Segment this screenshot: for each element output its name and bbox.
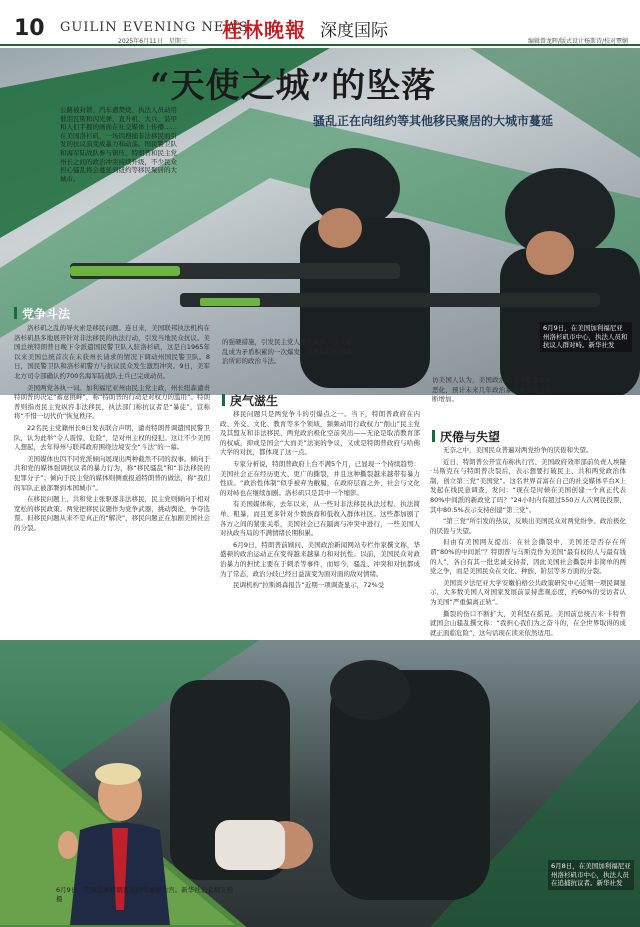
hero-photo-caption: 6月9日，在美国加利福尼亚州洛杉矶市中心，执法人员和抗议人群对峙。新华社发 <box>540 322 632 352</box>
section-heading-hostility: 戾气滋生 <box>222 392 278 409</box>
paragraph: 近日，特朗普公开宣布称执行官、美国政府效率部前负责人埃隆·马斯克在与特朗普决裂后，表示想要打破民主、共和两党政治体制，创立第三党“美国党”。这名世界首富在自己的社交媒体平台X上发起在线民意调查，发问：“现在是时候在美国创建一个真正代表80%中间派的新政党了吗？”24小时内有超过550万人次网民投票，其中80.5%表示支持创建“第三党”。 <box>430 457 626 514</box>
paragraph: 美国两党各执一词。加利福尼亚州由民主党主政，州长纽森谴责特朗普的决定“蓄意挑衅”，称“特朗普的行动是对权力的滥用”。特朗普则指责民主党纵容非法移民，执法部门称抗议者是“暴徒”，宣称将“不惜一切代价”恢复秩序。 <box>14 383 210 421</box>
masthead <box>0 0 640 46</box>
paragraph: 但由有美国网友提出：在社会撕裂中，美国还是否存在所谓“80%的中间派”？特朗普与马斯克作为美国“最有权的人与最有钱的人”，各自有其一批忠诚支持者，因此美国社会撕裂并非简单的两党之争，而是美国民众在文化、种族、阶层等多方面的分裂。 <box>430 538 626 576</box>
editor-credits: 编辑曾龙晖/版式设计杨斯诗/校对覃娴 <box>527 38 628 45</box>
paragraph: “第三党”所引发的热议，反映出美国民众对两党纷争、政治极化的厌倦与失望。 <box>430 517 626 535</box>
bottom-photo-caption: 6月8日，在美国加利福尼亚州洛杉矶市中心，执法人员在追捕抗议者。新华社发 <box>548 860 634 890</box>
article-subheadline: 骚乱正在向纽约等其他移民聚居的大城市蔓延 <box>313 114 554 128</box>
section-party-fight-body <box>14 324 210 642</box>
article-headline: “天使之城”的坠落 <box>150 66 437 106</box>
bottom-photo <box>0 640 640 927</box>
paragraph: 美国媒体也因不同党派倾向展现出两种截然不同的叙事。倾向于共和党的媒体强调抗议者的暴力行为，称“移民骚乱”和“非法移民的犯罪分子”；倾向于民主党的媒体则侧重报道特朗普的做法，称“我们的军队正被部署到本国城市”。 <box>14 454 210 492</box>
section-heading-weariness: 厌倦与失望 <box>432 428 500 445</box>
paragraph: 在移民问题上，共和党主张驱逐非法移民，民主党则倾向于相对宽松的移民政策。两党把移民议题作为党争武器，挑动舆论，争夺选票。但移民问题从来不是真正的“解决”，移民问题正在加剧美国社会的分裂。 <box>14 495 210 532</box>
paragraph: 22名民主党籍州长8日发表联合声明，谴责特朗普调遣国民警卫队，认为此举“令人震惊、危险”，是对州主权的侵犯。这让不少美国人想起，去年得州与联邦政府围绕边境安全“斗法”的一幕。 <box>14 423 210 452</box>
article-lead: 公路被封锁、汽车遭焚烧、执法人员动用催泪瓦斯和闪光弹、直升机、大兵、装甲和人们手握的画面在社交媒体上传播……在美国洛杉矶，一场因搜捕非法移民而引发的抗议演变成暴力和动荡。国民警卫队和海军陆战队参与镇压，特朗普和民主党州长之间的政治冲突持续升级，不少民众担心骚乱将会蔓延到纽约等移民聚居的大城市。 <box>60 106 177 183</box>
paragraph: 有美国媒体称，去年以来，从一些对非法移民执法过程、执法简单、粗暴，而且更多针对少数族裔和低收入群体社区。这些都加剧了各方之间的紧张关系，美国社会已在隔离与冲突中进行，一些美国人对执政当局的不满情绪长期积累。 <box>220 500 420 538</box>
paragraph: 6月9日，特朗普前顾问、美国政治新闻网站专栏作家撰文称，华盛顿的政治运动正在变得越来越暴力和对抗性。以前，美国民众对政治暴力的担忧主要在于刺杀等事件，而如今，骚乱、冲突和对抗都成为了常态，政治分歧已经日益演变为面对面的敌对情绪。 <box>220 540 420 578</box>
paragraph: 美国宾夕法尼亚大学安嫩伯格公共政策研究中心近期一项民调显示，大多数美国人对国家发展前景持悲观态度，约60%的受访者认为美国“严重偏离正轨”。 <box>430 578 626 606</box>
paragraph: 洛杉矶之乱的导火索是移民问题。连日来，美国联邦执法机构在洛杉矶县多地展开针对非法移民的执法行动，引发当地民众抗议。美国总统特朗普日晚下令派遣国民警卫队入驻洛杉矶，这是自1965年以来美国总统首次在未获州长请求的情况下调动州国民警卫队。8日，国民警卫队和洛杉矶警方与抗议民众发生激烈冲突。9日，美军北方司令部确认约700名海军陆战队士兵已完成动员。 <box>14 324 210 380</box>
issue-date: 2025年6月11日 星期三 <box>118 38 187 45</box>
section-party-fight-tail: 的强硬措施，引发民主党人强烈反弹。这次骚乱成为矛盾积累的一次爆发，其背后是党派政治所彩的政治斗法。 <box>222 338 352 366</box>
paragraph: 专家分析说，特朗普政府上台不满5个月，已显现一个持续趋势：美国社会正在经历更大、更广的撕裂，并且这种撕裂越来越带有暴力性质。“政治性体制”似乎被弃为敝履，在政府层面之外，社会与文化的对峙也在继续加剧。洛杉矶只是其中一个缩影。 <box>220 459 420 497</box>
section-heading-party-fight: 党争斗法 <box>14 305 70 322</box>
newspaper-logo: 桂林晚報 <box>222 18 306 42</box>
paper-english-name: GUILIN EVENING NEWS <box>60 20 249 35</box>
section-violence-tail: 访美国人认为，美国政治的文明程度正在恶化，预计未来几年政治暴力事件将会不断增加。 <box>432 376 552 404</box>
paragraph: 撕裂的伤口不断扩大，美利坚在摇晃。美国前总统吉米·卡特曾就国会山骚乱撰文称：“我担心我们为之奋斗的，在全世界取得的成就正面临危险”，这句话现在读来依然适用。 <box>430 609 626 637</box>
paragraph: 移民问题只是两党争斗的引爆点之一。当下，特朗普政府在内政、外交、文化、教育等多个领域，频频动用行政权力“削山”民主党及其盟友和非法移民，两党政治极化空前突出——无论是取消教育部的权威，抑或是国会“大而美”法案的争议，又或是特朗普政府与哈佛大学的对抗，都体现了这一点。 <box>220 410 420 457</box>
paragraph: 无奈之中，美国民众普遍对两党纷争的厌倦和失望。 <box>443 446 593 454</box>
paragraph: 民调机构“拉斯姆森报告”近期一项调查显示，72%受 <box>233 581 385 590</box>
section-name: 深度国际 <box>320 21 388 41</box>
trump-photo-caption: 6月9日，美国总统特朗普返回华盛顿白宫。新华社记者胡友松 摄 <box>56 886 240 903</box>
page-number: 10 <box>14 16 45 41</box>
section-hostility-body <box>220 410 420 672</box>
